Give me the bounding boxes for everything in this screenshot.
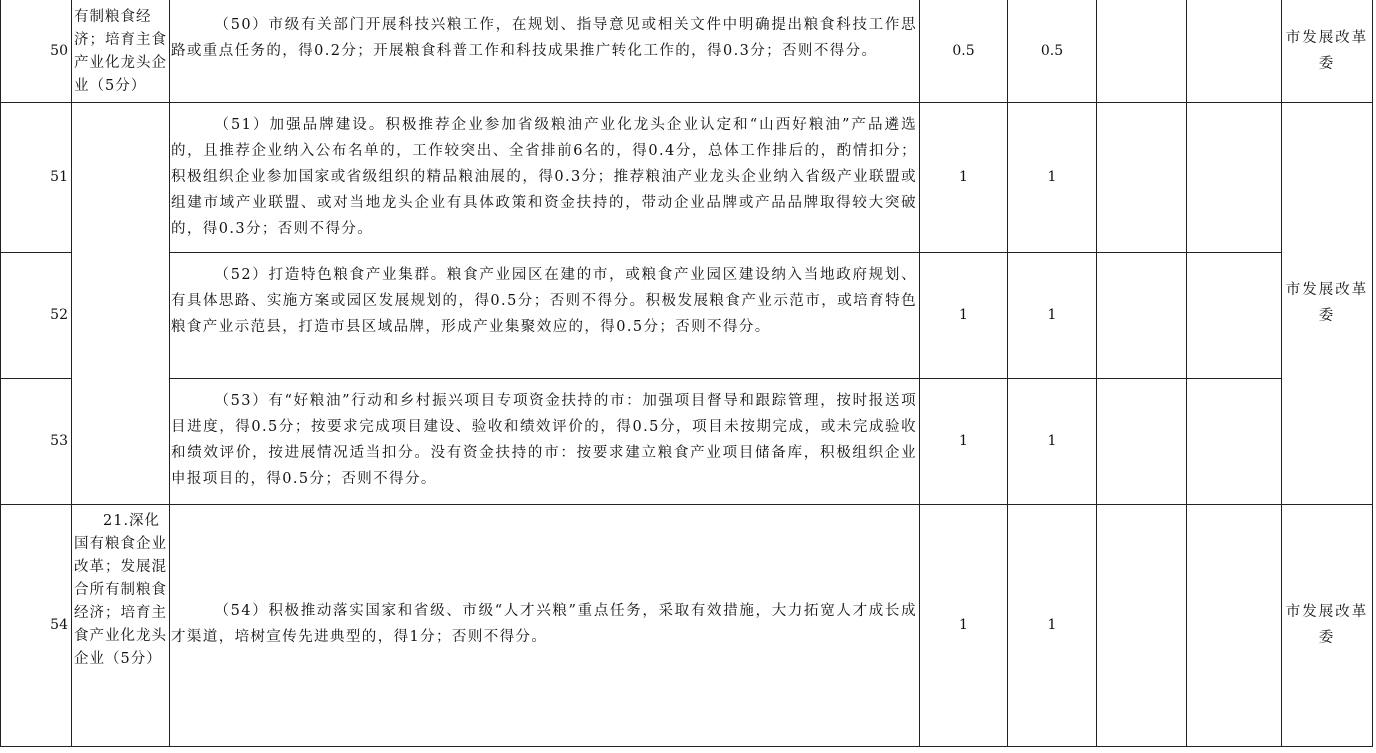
grid-line [1096, 0, 1097, 747]
grid-line [71, 0, 72, 747]
criteria-text: （52）打造特色粮食产业集群。粮食产业园区在建的市，或粮食产业园区建设纳入当地政府规划、有具体思路、实施方案或园区发展规划的，得0.5分；否则不得分。积极发展粮食产业示范市，或培育特色粮食产业示范县，打造市县区域品牌，形成产业集聚效应的，得0.5分；否则不得分。 [171, 267, 917, 335]
score-value: 1 [959, 307, 968, 323]
row-number: 54 [50, 617, 68, 633]
score-value: 1 [959, 617, 968, 633]
criteria-text: （54）积极推动落实国家和省级、市级“人才兴粮”重点任务，采取有效措施，大力拓宽人才成长成才渠道，培树宣传先进典型的，得1分；否则不得分。 [171, 603, 917, 645]
score-value: 0.5 [952, 43, 975, 59]
criteria-text: （50）市级有关部门开展科技兴粮工作，在规划、指导意见或相关文件中明确提出粮食科技工作思路或重点任务的，得0.2分；开展粮食科普工作和科技成果推广转化工作的，得0.3分；否则不得分。 [171, 17, 917, 59]
grid-line [169, 0, 170, 747]
grid-line [1281, 0, 1282, 747]
responsible-dept: 市发展改革委 [1285, 604, 1369, 646]
responsible-dept: 市发展改革委 [1285, 30, 1369, 72]
grid-line [169, 252, 1282, 253]
grid-line [0, 504, 1373, 505]
grid-line [1186, 0, 1187, 747]
row-number: 50 [50, 43, 68, 59]
category-cell: 有制粮食经济；培育主食产业化龙头企业（5分） [74, 9, 167, 94]
criteria-text: （51）加强品牌建设。积极推荐企业参加省级粮油产业化龙头企业认定和“山西好粮油”产品遴选的，且推荐企业纳入公布名单的，工作较突出、全省排前6名的，得0.4分，总体工作排后的，酌情扣分；积极组织企业参加国家或省级组织的精品粮油展的，得0.3分；推荐粮油产业龙头企业纳入省级产业联盟或组建市域产业联盟、或对当地龙头企业有具体政策和资金扶持的，带动企业品牌或产品品牌取得较大突破的，得0.3分；否则不得分。 [171, 117, 917, 237]
criteria-text: （53）有“好粮油”行动和乡村振兴项目专项资金扶持的市：加强项目督导和跟踪管理，按时报送项目进度，得0.5分；按要求完成项目建设、验收和绩效评价的，得0.5分，项目未按期完成，或未完成验收和绩效评价，按进展情况适当扣分。没有资金扶持的市：按要求建立粮食产业项目储备库，积极组织企业申报项目的，得0.5分；否则不得分。 [171, 393, 917, 487]
responsible-dept: 市发展改革委 [1285, 282, 1369, 324]
grid-line [0, 102, 1373, 103]
row-number: 52 [50, 307, 68, 323]
score-value: 1 [1047, 169, 1057, 185]
score-value: 1 [959, 169, 968, 185]
category-cell: 21.深化国有粮食企业改革；发展混合所有制粮食经济；培育主食产业化龙头企业（5分） [74, 513, 167, 667]
row-number: 51 [50, 169, 68, 185]
grid-line [169, 378, 1282, 379]
row-number: 53 [50, 433, 68, 449]
grid-line [0, 746, 1373, 747]
score-value: 1 [1047, 617, 1057, 633]
score-value: 1 [1047, 307, 1057, 323]
score-value: 1 [1047, 433, 1057, 449]
score-value: 1 [959, 433, 968, 449]
grid-line [1372, 0, 1373, 747]
score-value: 0.5 [1040, 43, 1064, 59]
